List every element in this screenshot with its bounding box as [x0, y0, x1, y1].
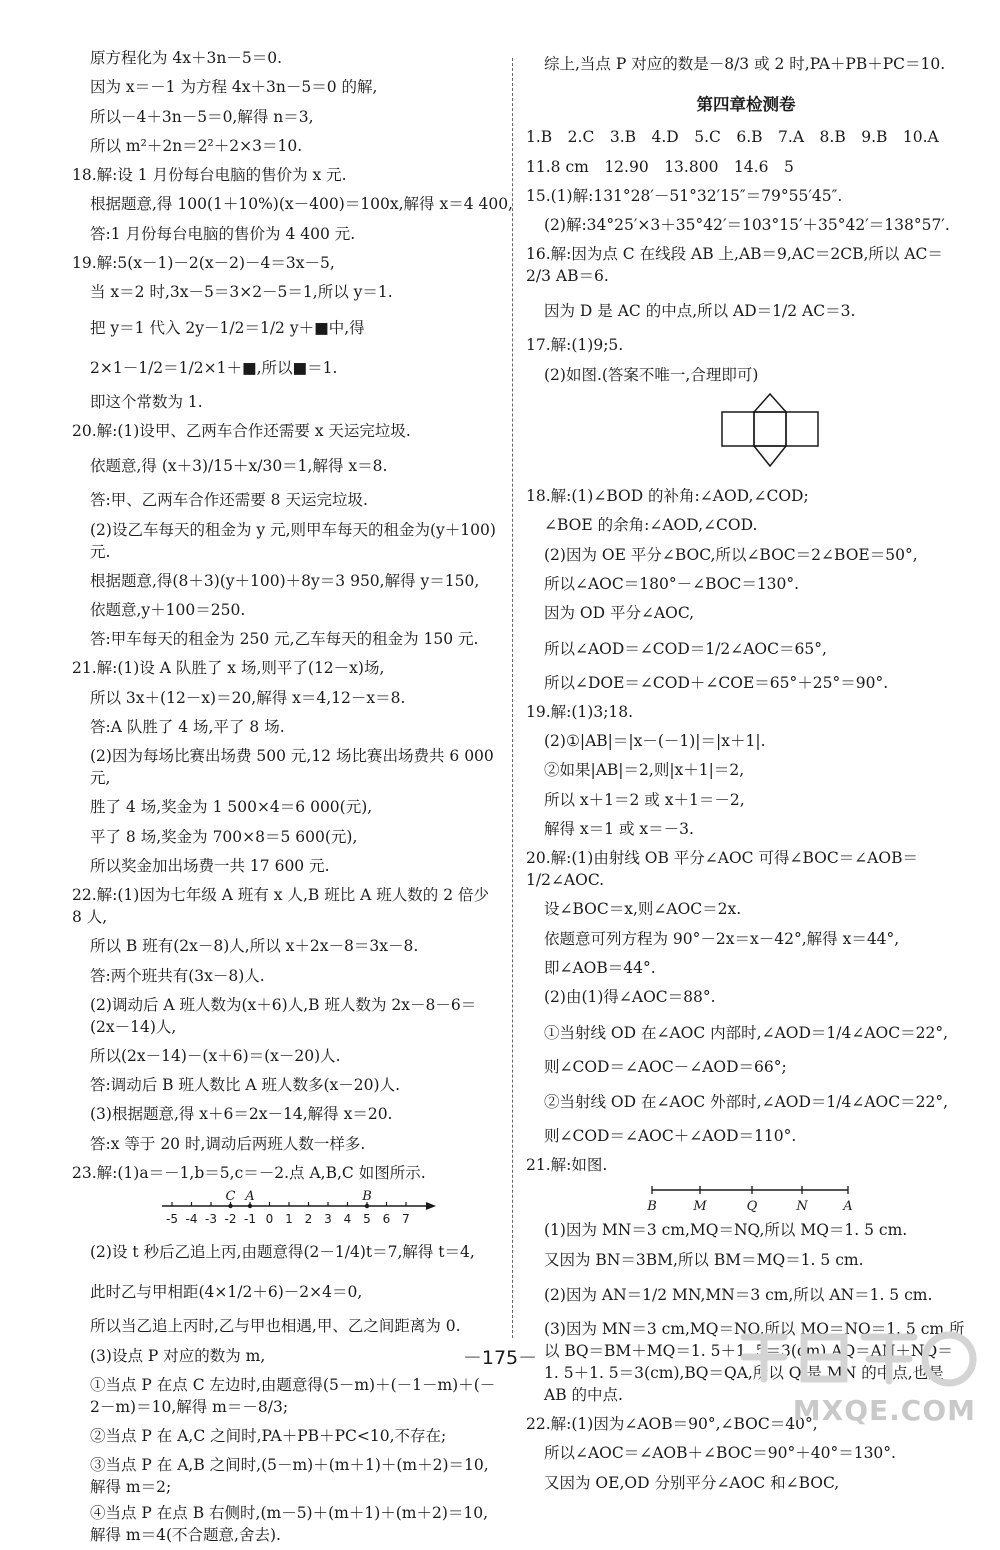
text-line: ①当点 P 在点 C 左边时,由题意得(5－m)＋(－1－m)＋(－2－m)＝10,解得 m＝－8/3;	[90, 1375, 496, 1416]
segment-label: N	[796, 1199, 808, 1215]
text-line: 依题意,y＋100＝250.	[90, 600, 246, 619]
text-line: 22.解:(1)因为七年级 A 班有 x 人,B 班比 A 班人数的 2 倍少 8 人,	[72, 886, 489, 927]
section-heading: 第四章检测卷	[696, 95, 796, 114]
text-line: (3)因为 MN＝3 cm,MQ＝NQ,所以 MQ＝NQ＝1. 5 cm,所以 BQ＝BM＋MQ＝1. 5＋1. 5＝3(cm),AQ＝AN＋NQ＝1. 5＋1. 5＝3(cm),BQ＝QA,所以 Q 是 MN 的中点,也是 AB 的中点.	[544, 1320, 965, 1405]
text-line: 因为 OD 平分∠AOC,	[544, 604, 695, 623]
page-number: －175－	[462, 1347, 538, 1369]
point-label: B	[362, 1189, 372, 1205]
net-triangle	[754, 446, 786, 466]
text-line: 18.解:(1)∠BOD 的补角:∠AOD,∠COD;	[526, 487, 809, 506]
text-line: 21.解:(1)设 A 队胜了 x 场,则平了(12－x)场,	[72, 659, 385, 678]
text-line: (1)因为 MN＝3 cm,MQ＝NQ,所以 MQ＝1. 5 cm.	[544, 1221, 908, 1240]
tick-label: 0	[265, 1212, 274, 1227]
text-line: (3)设点 P 对应的数为 m,	[90, 1346, 266, 1365]
text-line: ②如果|AB|＝2,则|x＋1|＝2,	[544, 761, 745, 780]
point-label: C	[225, 1189, 236, 1205]
text-line: 答:A 队胜了 4 场,平了 8 场.	[90, 718, 285, 737]
text-line: 此时乙与甲相距(4×1/2＋6)－2×4＝0,	[90, 1283, 363, 1302]
text-line: (2)解:34°25′×3＋35°42′＝103°15′＋35°42′＝138°57′.	[544, 216, 950, 235]
number-line-figure	[72, 1188, 500, 1232]
tick-label: 1	[285, 1212, 293, 1227]
segment-label: M	[693, 1199, 707, 1215]
text-line: 答:甲、乙两车合作还需要 8 天运完垃圾.	[90, 491, 368, 510]
text-line: (2)因为 OE 平分∠BOC,所以∠BOC＝2∠BOE＝50°,	[544, 545, 918, 564]
text-line: 所以奖金加出场费一共 17 600 元.	[90, 856, 330, 875]
text-line: 又因为 BN＝3BM,所以 BM＝MQ＝1. 5 cm.	[544, 1250, 864, 1269]
text-line: 20.解:(1)设甲、乙两车合作还需要 x 天运完垃圾.	[72, 421, 411, 440]
text-line: 21.解:如图.	[526, 1156, 608, 1175]
tick-label: 2	[304, 1212, 313, 1227]
tick-label: 3	[324, 1212, 332, 1227]
text-line: 15.(1)解:131°28′－51°32′15″＝79°55′45″.	[526, 186, 843, 205]
text-line: 解得 x＝1 或 x＝－3.	[544, 820, 694, 839]
axis-arrow	[426, 1202, 436, 1210]
text-line: 所以 m²＋2n＝2²＋2×3＝10.	[90, 136, 303, 155]
text-line: 2×1－1/2＝1/2×1＋■,所以■＝1.	[90, 358, 338, 377]
text-line: 即这个常数为 1.	[90, 392, 203, 411]
text-line: 20.解:(1)由射线 OB 平分∠AOC 可得∠BOC＝∠AOB＝1/2∠AOC.	[526, 849, 918, 890]
tick-label: -2	[224, 1212, 237, 1227]
tick-label: 6	[382, 1212, 391, 1227]
text-line: ∠BOE 的余角:∠AOD,∠COD.	[544, 516, 758, 535]
segment-line	[646, 1186, 852, 1214]
text-line: 依题意,得 (x＋3)/15＋x/30＝1,解得 x＝8.	[90, 457, 388, 476]
text-line: 把 y＝1 代入 2y－1/2＝1/2 y＋■中,得	[90, 318, 365, 337]
tick-label: 7	[402, 1212, 410, 1227]
text-line: 22.解:(1)因为∠AOB＝90°,∠BOC＝40°,	[526, 1415, 818, 1434]
text-line: 则∠COD＝∠AOC－∠AOD＝66°;	[544, 1057, 787, 1076]
point-dot	[248, 1204, 252, 1208]
text-line: (2)因为每场比赛出场费 500 元,12 场比赛出场费共 6 000 元,	[90, 747, 494, 788]
text-line: 根据题意,得 100(1＋10%)(x－400)＝100x,解得 x＝4 400,	[90, 195, 513, 214]
text-line: 设∠BOC＝x,则∠AOC＝2x.	[544, 900, 742, 919]
text-line: 19.解:(1)3;18.	[526, 702, 634, 721]
text-line: 所以 3x＋(12－x)＝20,解得 x＝4,12－x＝8.	[90, 688, 406, 707]
tick-label: -1	[244, 1212, 256, 1227]
text-line: (3)根据题意,得 x＋6＝2x－14,解得 x＝20.	[90, 1105, 393, 1124]
text-line: (2)因为 AN＝1/2 MN,MN＝3 cm,所以 AN＝1. 5 cm.	[544, 1286, 933, 1305]
tick-label: -5	[166, 1212, 178, 1227]
tick-label: 4	[343, 1212, 352, 1227]
point-dot	[365, 1204, 369, 1208]
text-line: 平了 8 场,奖金为 700×8＝5 600(元),	[90, 827, 358, 846]
prism-net-figure	[526, 390, 966, 482]
text-line: ④当点 P 在点 B 右侧时,(m－5)＋(m＋1)＋(m＋2)＝10,解得 m＝4(不合题意,舍去).	[90, 1504, 489, 1545]
segment-label: A	[843, 1199, 853, 1215]
text-line: (2)设 t 秒后乙追上丙,由题意得(2－1/4)t＝7,解得 t＝4,	[90, 1243, 475, 1262]
text-line: 所以∠AOC＝180°－∠BOC＝130°.	[544, 574, 800, 593]
text-line: 则∠COD＝∠AOC＋∠AOD＝110°.	[544, 1126, 797, 1145]
answer-line: 11.8 cm 12.90 13.800 14.6 5	[526, 157, 794, 176]
text-line: 所以当乙追上丙时,乙与甲也相遇,甲、乙之间距离为 0.	[90, 1317, 461, 1336]
text-line: 答:调动后 B 班人数比 A 班人数多(x－20)人.	[90, 1076, 401, 1095]
tick-label: -3	[205, 1212, 217, 1227]
text-line: 综上,当点 P 对应的数是－8/3 或 2 时,PA＋PB＋PC＝10.	[544, 55, 946, 73]
net-square	[754, 412, 786, 446]
text-line: 胜了 4 场,奖金为 1 500×4＝6 000(元),	[90, 798, 373, 817]
tick-label: 5	[363, 1212, 371, 1227]
text-line: 原方程化为 4x＋3n－5＝0.	[90, 49, 283, 67]
text-line: 18.解:设 1 月份每台电脑的售价为 x 元.	[72, 166, 347, 185]
net-triangle	[754, 394, 786, 412]
text-line: 所以∠AOC＝∠AOB＋∠BOC＝90°＋40°＝130°.	[544, 1444, 896, 1463]
number-line	[162, 1189, 436, 1226]
segment-label: B	[647, 1199, 657, 1215]
segment-label: Q	[746, 1199, 758, 1215]
text-line: 答:两个班共有(3x－8)人.	[90, 966, 265, 985]
text-line: (2)设乙车每天的租金为 y 元,则甲车每天的租金为(y＋100)元.	[90, 520, 496, 561]
net-square	[722, 412, 754, 446]
text-line: 所以 x＋1＝2 或 x＋1＝－2,	[544, 790, 745, 809]
net-square	[786, 412, 818, 446]
left-column	[72, 44, 513, 1550]
text-line: ②当射线 OD 在∠AOC 外部时,∠AOD＝1/4∠AOC＝22°,	[544, 1092, 948, 1111]
text-line: (2)调动后 A 班人数为(x＋6)人,B 班人数为 2x－8－6＝(2x－14)人,	[90, 995, 477, 1036]
right-column	[526, 44, 966, 1498]
watermark-text: MXQE.COM	[792, 1394, 976, 1427]
column-divider	[512, 58, 513, 1338]
text-line: ③当点 P 在 A,B 之间时,(5－m)＋(m＋1)＋(m＋2)＝10,解得 m＝2;	[90, 1456, 489, 1497]
text-line: 所以(2x－14)－(x＋6)＝(x－20)人.	[90, 1046, 341, 1065]
text-line: (2)①|AB|＝|x－(－1)|＝|x＋1|.	[544, 732, 766, 751]
text-line: (2)如图.(答案不唯一,合理即可)	[544, 365, 759, 384]
text-line: 依题意可列方程为 90°－2x＝x－42°,解得 x＝44°,	[544, 929, 900, 948]
text-line: 所以∠DOE＝∠COD＋∠COE＝65°＋25°＝90°.	[544, 673, 889, 692]
point-label: A	[245, 1189, 255, 1205]
text-line: 根据题意,得(8＋3)(y＋100)＋8y＝3 950,解得 y＝150,	[90, 571, 480, 590]
text-line: ①当射线 OD 在∠AOC 内部时,∠AOD＝1/4∠AOC＝22°,	[544, 1023, 948, 1042]
text-line: 所以∠AOD＝∠COD＝1/2∠AOC＝65°,	[544, 639, 827, 658]
text-line: 所以－4＋3n－5＝0,解得 n＝3,	[90, 107, 314, 126]
text-line: 答:x 等于 20 时,调动后两班人数一样多.	[90, 1134, 366, 1153]
text-line: 当 x＝2 时,3x－5＝3×2－5＝1,所以 y＝1.	[90, 283, 393, 302]
point-dot	[228, 1204, 232, 1208]
text-line: 答:1 月份每台电脑的售价为 4 400 元.	[90, 224, 356, 243]
text-line: 所以 B 班有(2x－8)人,所以 x＋2x－8＝3x－8.	[90, 937, 419, 956]
text-line: (2)由(1)得∠AOC＝88°.	[544, 988, 716, 1007]
answer-line: 1.B 2.C 3.B 4.D 5.C 6.B 7.A 8.B 9.B 10.A	[526, 128, 939, 147]
text-line: 23.解:(1)a＝－1,b＝5,c＝－2.点 A,B,C 如图所示.	[72, 1164, 426, 1183]
text-line: 答:甲车每天的租金为 250 元,乙车每天的租金为 150 元.	[90, 630, 479, 649]
text-line: 即∠AOB＝44°.	[544, 958, 656, 977]
tick-label: -4	[185, 1212, 198, 1227]
segment-figure	[526, 1180, 966, 1216]
text-line: 又因为 OE,OD 分别平分∠AOC 和∠BOC,	[544, 1473, 840, 1492]
text-line: 17.解:(1)9;5.	[526, 336, 624, 355]
text-line: ②当点 P 在 A,C 之间时,PA＋PB＋PC<10,不存在;	[90, 1426, 447, 1445]
text-line: 因为 x＝－1 为方程 4x＋3n－5＝0 的解,	[90, 78, 378, 97]
text-line: 19.解:5(x－1)－2(x－2)－4＝3x－5,	[72, 254, 335, 273]
text-line: 16.解:因为点 C 在线段 AB 上,AB＝9,AC＝2CB,所以 AC＝2/3 AB＝6.	[526, 245, 943, 286]
text-line: 因为 D 是 AC 的中点,所以 AD＝1/2 AC＝3.	[544, 302, 856, 321]
